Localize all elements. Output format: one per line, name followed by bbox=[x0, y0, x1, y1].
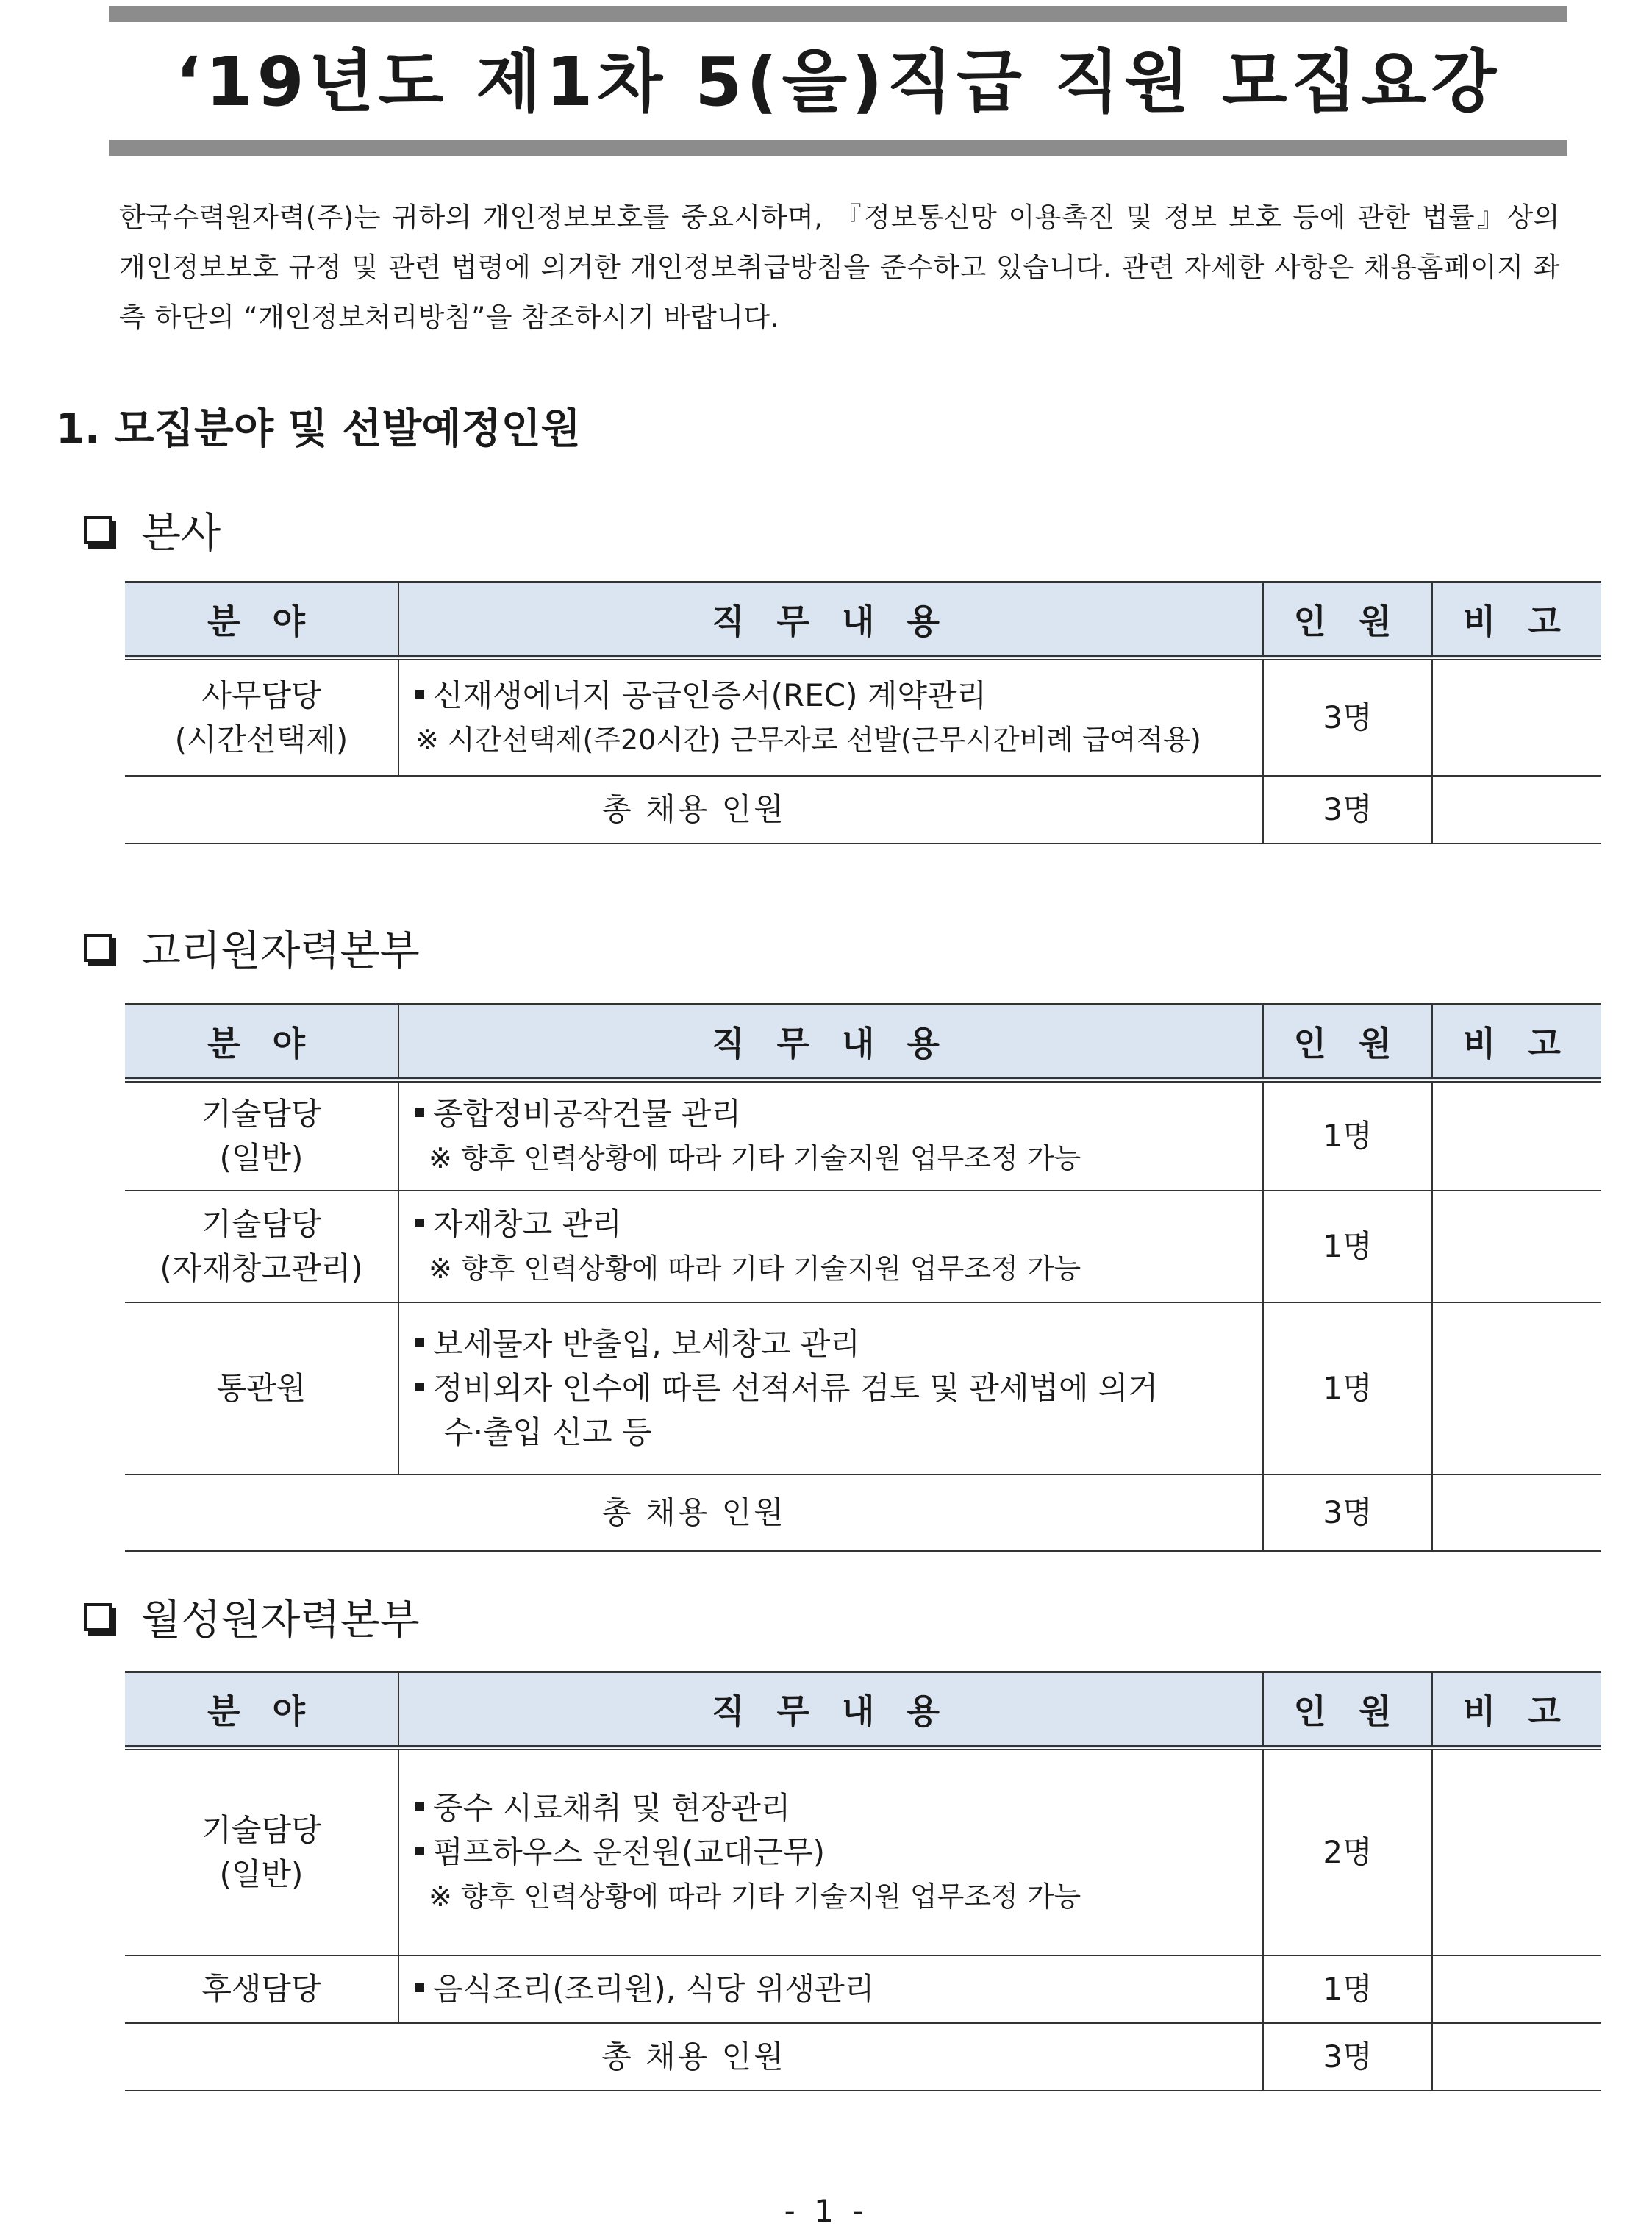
count-cell: 3명 bbox=[1263, 658, 1432, 776]
subheading-label: 고리원자력본부 bbox=[141, 927, 420, 975]
table-row bbox=[125, 1748, 1601, 1955]
page-number: - 1 - bbox=[784, 2193, 868, 2229]
page-title: ‘19년도 제1차 5(을)직급 직원 모집요강 bbox=[175, 43, 1501, 121]
header-duty: 직 무 내 용 bbox=[398, 582, 1263, 658]
table-header-row bbox=[125, 1672, 1601, 1748]
total-label: 총 채용 인원 bbox=[125, 776, 1263, 844]
field-cell bbox=[125, 1080, 398, 1191]
header-duty: 직 무 내 용 bbox=[398, 1005, 1263, 1080]
note-cell bbox=[1432, 1080, 1601, 1191]
subheading-kori bbox=[84, 922, 420, 981]
duty-item: 종합정비공작건물 관리 bbox=[415, 1092, 1248, 1136]
duty-item: 중수 시료채취 및 현장관리 bbox=[415, 1786, 1248, 1830]
checkbox-square-icon bbox=[84, 934, 112, 962]
count-cell: 2명 bbox=[1263, 1748, 1432, 1955]
duty-item: 펌프하우스 운전원(교대근무) bbox=[415, 1830, 1248, 1875]
field-cell: 후생담당 bbox=[125, 1955, 398, 2023]
note-cell bbox=[1432, 1474, 1601, 1551]
duty-cell bbox=[398, 1748, 1263, 1955]
duty-note: ※ 향후 인력상황에 따라 기타 기술지원 업무조정 가능 bbox=[429, 1880, 1081, 1913]
field-type: (일반) bbox=[219, 1855, 304, 1892]
header-field: 분 야 bbox=[125, 582, 398, 658]
table-row bbox=[125, 1191, 1601, 1302]
square-bullet-icon bbox=[415, 1338, 424, 1347]
header-count: 인 원 bbox=[1263, 1005, 1432, 1080]
note-cell bbox=[1432, 1191, 1601, 1302]
header-duty: 직 무 내 용 bbox=[398, 1672, 1263, 1748]
total-count: 3명 bbox=[1263, 2023, 1432, 2091]
table-kori bbox=[125, 1003, 1601, 1552]
table-wolsong bbox=[125, 1671, 1601, 2091]
table-row bbox=[125, 1955, 1601, 2023]
header-note: 비 고 bbox=[1432, 582, 1601, 658]
square-bullet-icon bbox=[415, 1219, 424, 1227]
note-cell bbox=[1432, 1955, 1601, 2023]
total-label: 총 채용 인원 bbox=[125, 2023, 1263, 2091]
duty-item: 음식조리(조리원), 식당 위생관리 bbox=[415, 1967, 1248, 2011]
note-cell bbox=[1432, 1748, 1601, 1955]
field-name: 기술담당 bbox=[201, 1095, 321, 1132]
field-cell bbox=[125, 1191, 398, 1302]
square-bullet-icon bbox=[415, 690, 424, 699]
square-bullet-icon bbox=[415, 1847, 424, 1855]
duty-note: ※ 향후 인력상황에 따라 기타 기술지원 업무조정 가능 bbox=[429, 1252, 1081, 1285]
square-bullet-icon bbox=[415, 1108, 424, 1117]
total-count: 3명 bbox=[1263, 776, 1432, 844]
duty-cell bbox=[398, 1302, 1263, 1474]
duty-item: 자재창고 관리 bbox=[415, 1202, 1248, 1247]
header-count: 인 원 bbox=[1263, 1672, 1432, 1748]
duty-cell bbox=[398, 658, 1263, 776]
note-cell bbox=[1432, 2023, 1601, 2091]
duty-note: ※ 시간선택제(주20시간) 근무자로 선발(근무시간비례 급여적용) bbox=[415, 723, 1201, 756]
field-cell bbox=[125, 658, 398, 776]
total-count: 3명 bbox=[1263, 1474, 1432, 1551]
title-bottom-bar bbox=[109, 140, 1567, 156]
subheading-headquarters bbox=[84, 504, 221, 563]
duty-item-continued: 수·출입 신고 등 bbox=[443, 1413, 652, 1450]
subheading-label: 월성원자력본부 bbox=[141, 1597, 420, 1644]
total-row bbox=[125, 2023, 1601, 2091]
title-top-bar bbox=[109, 6, 1567, 22]
square-bullet-icon bbox=[415, 1802, 424, 1811]
field-name: 사무담당 bbox=[201, 677, 321, 713]
total-row bbox=[125, 1474, 1601, 1551]
field-cell: 통관원 bbox=[125, 1302, 398, 1474]
header-note: 비 고 bbox=[1432, 1672, 1601, 1748]
duty-item: 신재생에너지 공급인증서(REC) 계약관리 bbox=[415, 674, 1248, 718]
square-bullet-icon bbox=[415, 1383, 424, 1391]
duty-item: 정비외자 인수에 따른 선적서류 검토 및 관세법에 의거 bbox=[415, 1366, 1248, 1410]
table-header-row bbox=[125, 1005, 1601, 1080]
field-type: (일반) bbox=[219, 1139, 304, 1176]
duty-item: 보세물자 반출입, 보세창고 관리 bbox=[415, 1322, 1248, 1366]
header-note: 비 고 bbox=[1432, 1005, 1601, 1080]
field-type: (자재창고관리) bbox=[160, 1249, 363, 1286]
count-cell: 1명 bbox=[1263, 1191, 1432, 1302]
table-headquarters bbox=[125, 581, 1601, 844]
note-cell bbox=[1432, 776, 1601, 844]
total-row bbox=[125, 776, 1601, 844]
table-row bbox=[125, 1080, 1601, 1191]
checkbox-square-icon bbox=[84, 516, 112, 544]
duty-note: ※ 향후 인력상황에 따라 기타 기술지원 업무조정 가능 bbox=[429, 1141, 1081, 1174]
checkbox-square-icon bbox=[84, 1603, 112, 1631]
table-row bbox=[125, 1302, 1601, 1474]
header-field: 분 야 bbox=[125, 1005, 398, 1080]
privacy-notice: 한국수력원자력(주)는 귀하의 개인정보보호를 중요시하며, 『정보통신망 이용촉진 및 정보 보호 등에 관한 법률』상의 개인정보보호 규정 및 관련 법령에 의거한 개인정보취급방침을 준수하고 있습니다. 관련 자세한 사항은 채용홈페이지 좌측 하단의 “개인정보처리방침”을 참조하시기 바랍니다. bbox=[119, 201, 1560, 333]
count-cell: 1명 bbox=[1263, 1302, 1432, 1474]
note-cell bbox=[1432, 1302, 1601, 1474]
table-row bbox=[125, 658, 1601, 776]
field-name: 기술담당 bbox=[201, 1811, 321, 1848]
table-header-row bbox=[125, 582, 1601, 658]
square-bullet-icon bbox=[415, 1983, 424, 1992]
duty-cell bbox=[398, 1191, 1263, 1302]
field-cell bbox=[125, 1748, 398, 1955]
header-field: 분 야 bbox=[125, 1672, 398, 1748]
header-count: 인 원 bbox=[1263, 582, 1432, 658]
subheading-label: 본사 bbox=[141, 510, 221, 557]
duty-cell bbox=[398, 1080, 1263, 1191]
duty-cell bbox=[398, 1955, 1263, 2023]
count-cell: 1명 bbox=[1263, 1955, 1432, 2023]
field-name: 기술담당 bbox=[201, 1205, 321, 1242]
note-cell bbox=[1432, 658, 1601, 776]
total-label: 총 채용 인원 bbox=[125, 1474, 1263, 1551]
field-type: (시간선택제) bbox=[174, 721, 348, 757]
count-cell: 1명 bbox=[1263, 1080, 1432, 1191]
subheading-wolsong bbox=[84, 1591, 420, 1650]
section-heading: 1. 모집분야 및 선발예정인원 bbox=[56, 405, 581, 453]
